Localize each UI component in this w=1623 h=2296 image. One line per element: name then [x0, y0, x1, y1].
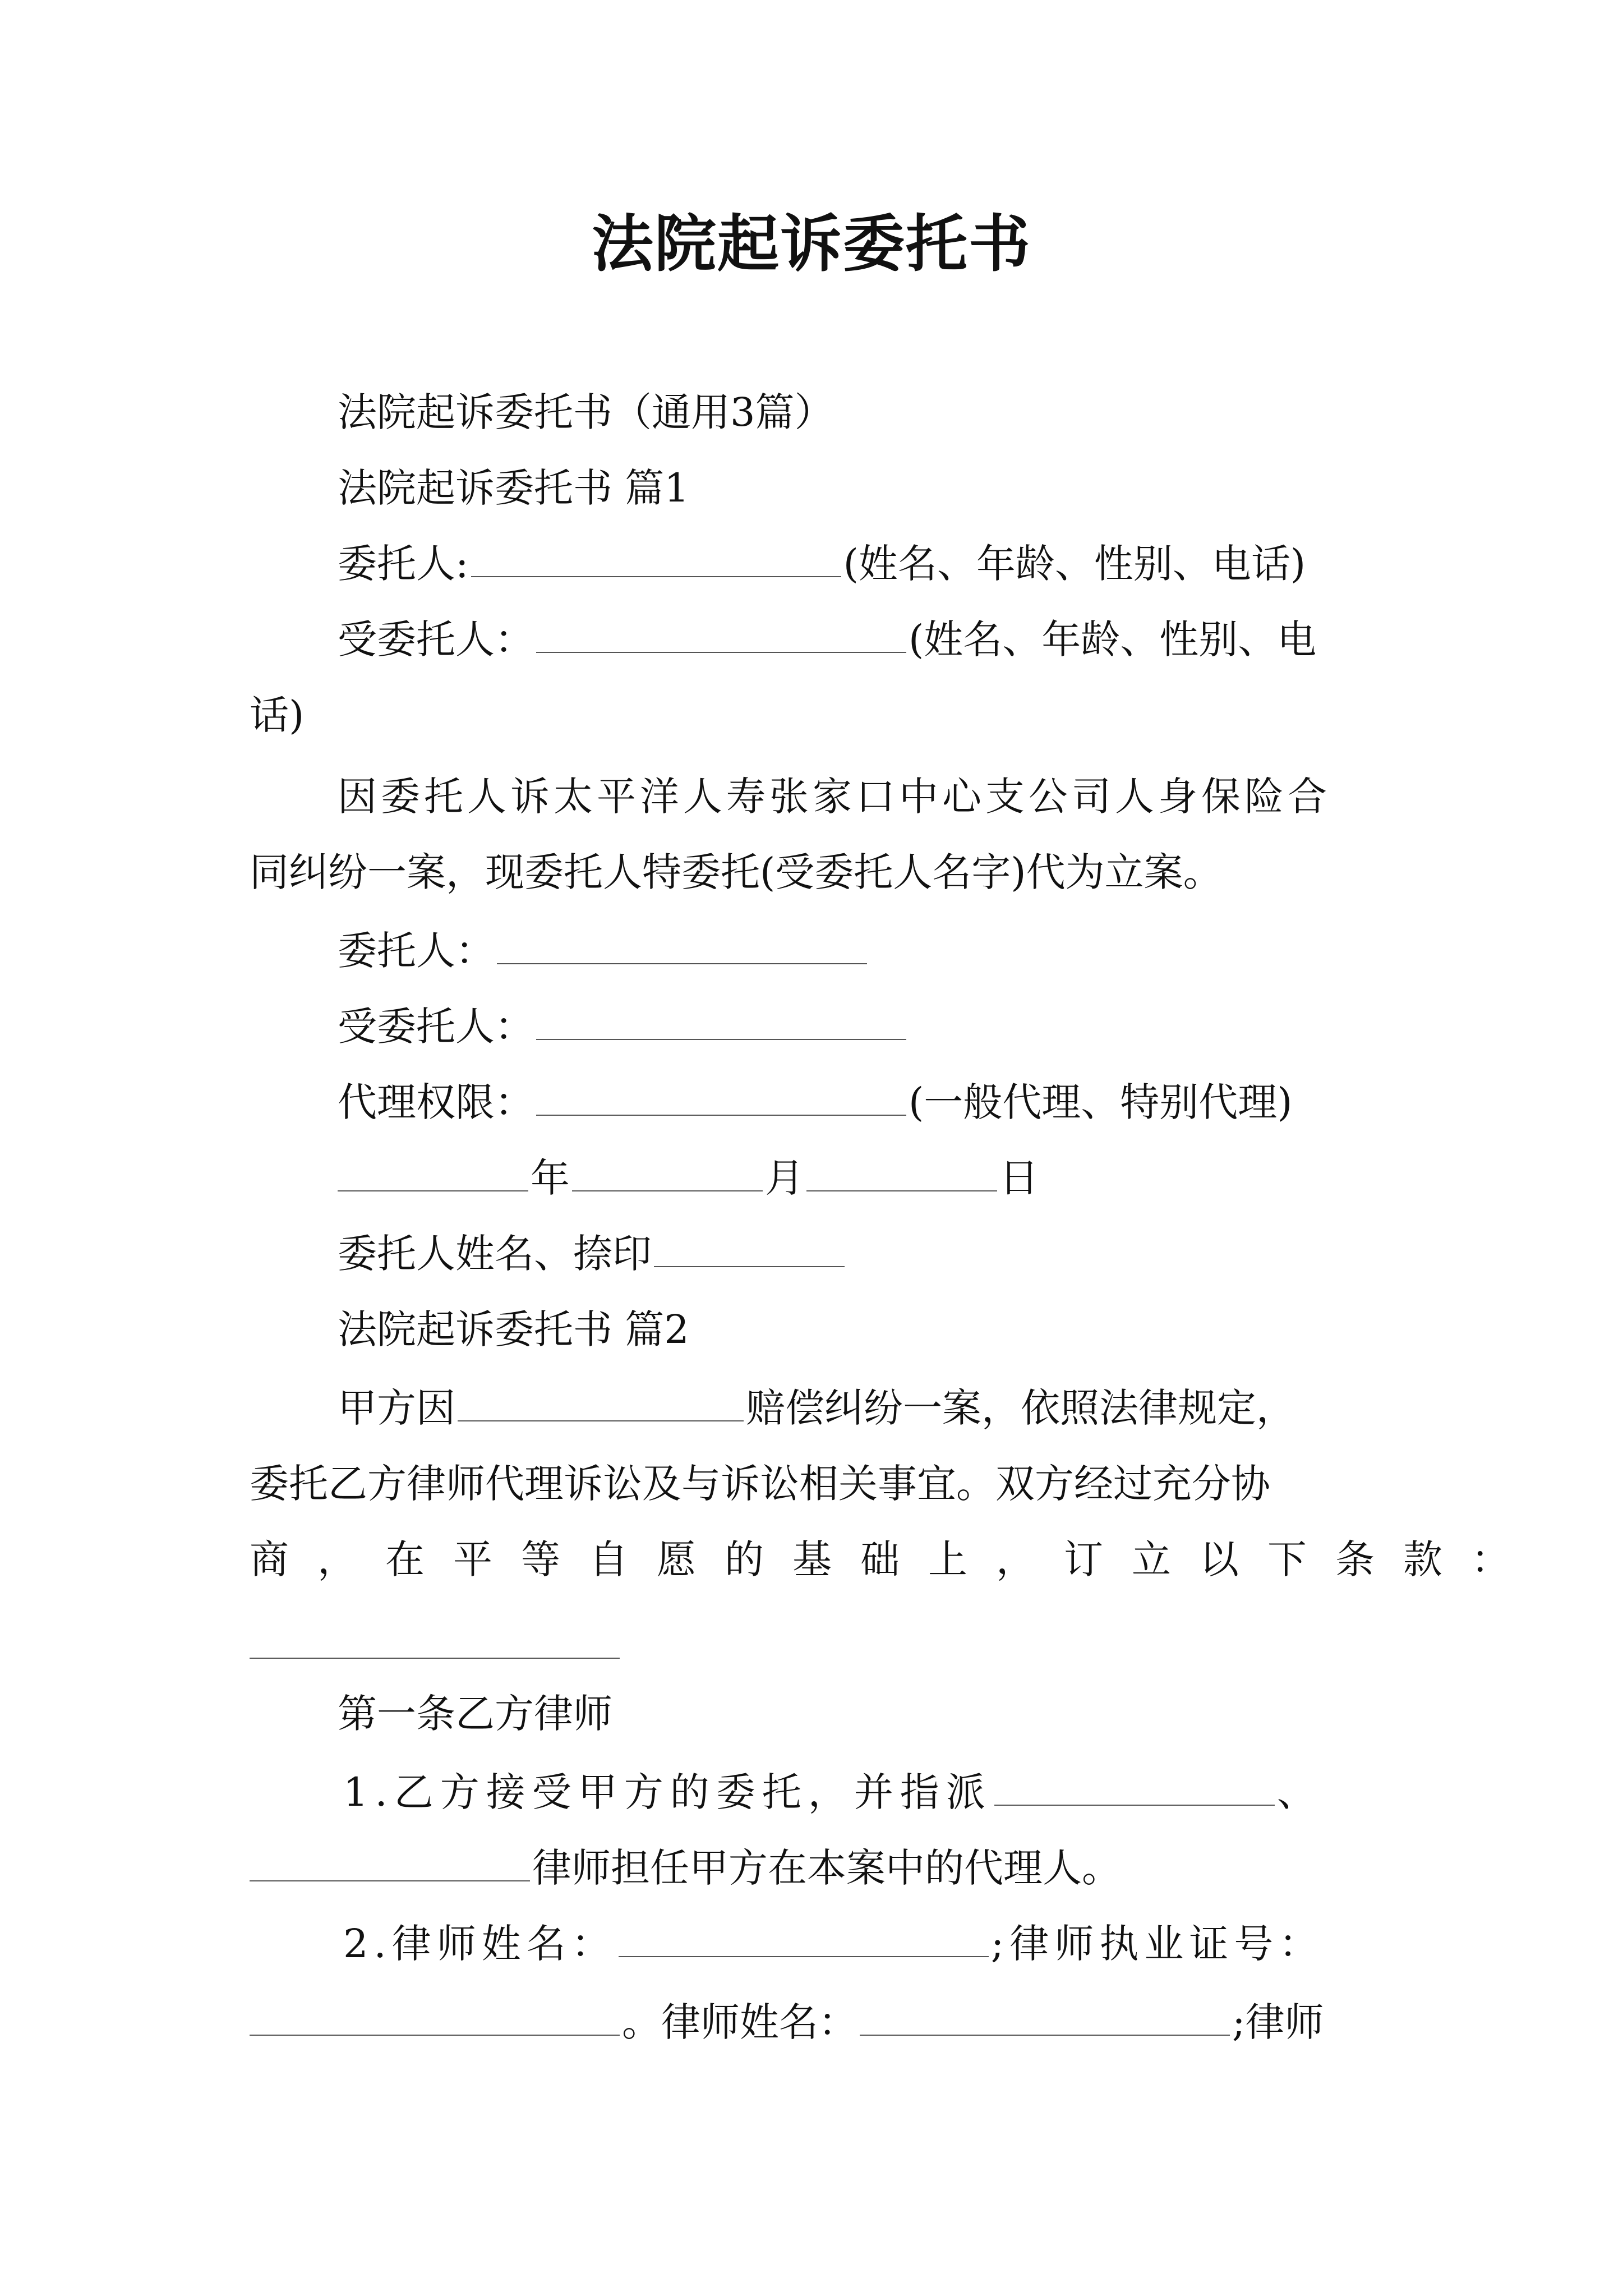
seal-label: 委托人姓名、捺印 [338, 1231, 652, 1277]
agent-blank[interactable] [536, 617, 906, 653]
client-signature-label: 委托人： [338, 928, 495, 974]
license-1-blank[interactable] [250, 2000, 620, 2036]
client-signature-blank[interactable] [497, 928, 867, 964]
lawyer-name-2-blank[interactable] [860, 2000, 1230, 2036]
client-label: 委托人: [338, 541, 469, 587]
agent-note: (姓名、年龄、性别、电 [909, 616, 1317, 662]
authority-note: (一般代理、特别代理) [909, 1079, 1293, 1125]
dispute-blank[interactable] [458, 1386, 744, 1421]
seal-line [338, 1226, 847, 1282]
item-1-end: 律师担任甲方在本案中的代理人。 [532, 1845, 1121, 1891]
p1-start: 甲方因 [338, 1385, 455, 1431]
article-1-heading: 第一条乙方律师 [338, 1691, 612, 1737]
item-1-separator: 、 [1276, 1769, 1323, 1815]
seal-blank[interactable] [654, 1231, 845, 1267]
agent-line [338, 611, 1316, 668]
p1-line-2: 委托乙方律师代理诉讼及与诉讼相关事宜。双方经过充分协 [250, 1461, 1270, 1507]
authority-label: 代理权限： [338, 1079, 534, 1125]
section-heading-1: 法院起诉委托书 篇1 [338, 465, 689, 511]
item-2-line-1 [343, 1916, 1324, 1972]
lawyer-1-blank[interactable] [994, 1770, 1275, 1806]
item-2-line-2 [250, 1994, 1324, 2050]
year-blank[interactable] [338, 1156, 528, 1191]
agent-note-continued: 话) [250, 692, 305, 738]
item-1-line-1 [343, 1764, 1323, 1820]
item-2-mid: ;律师执业证号： [990, 1921, 1324, 1967]
item-2-start: 2.律师姓名： [343, 1921, 616, 1967]
month-label: 月 [765, 1155, 804, 1201]
lawyer-2-blank[interactable] [250, 1846, 530, 1881]
authority-line [338, 1074, 1293, 1130]
month-blank[interactable] [572, 1156, 763, 1191]
day-label: 日 [999, 1155, 1039, 1201]
agent-label: 受委托人： [338, 616, 534, 662]
item-1-start: 1.乙方接受甲方的委托，并指派 [343, 1769, 992, 1815]
subtitle: 法院起诉委托书（通用3篇） [338, 389, 834, 435]
agent-signature-blank[interactable] [536, 1004, 906, 1040]
agent-signature-line [338, 999, 909, 1055]
client-line [338, 536, 1306, 592]
day-blank[interactable] [806, 1156, 997, 1191]
date-line [338, 1150, 1039, 1206]
client-blank[interactable] [471, 541, 841, 577]
item-2-lawyer-label: 。律师姓名： [622, 1999, 857, 2045]
p1-line-1 [338, 1380, 1295, 1436]
p1-end: 赔偿纠纷一案，依照法律规定， [746, 1385, 1295, 1431]
agent-signature-label: 受委托人： [338, 1004, 534, 1050]
page-title: 法院起诉委托书 [592, 208, 1031, 280]
year-label: 年 [531, 1155, 570, 1201]
client-signature-line [338, 923, 869, 979]
section-heading-2: 法院起诉委托书 篇2 [338, 1306, 689, 1352]
body-line-1: 因委托人诉太平洋人寿张家口中心支公司人身保险合 [338, 774, 1331, 820]
terms-blank[interactable] [250, 1658, 620, 1659]
lawyer-name-1-blank[interactable] [619, 1921, 989, 1957]
body-line-2: 同纠纷一案，现委托人特委托(受委托人名字)代为立案。 [250, 849, 1223, 895]
authority-blank[interactable] [536, 1080, 906, 1116]
item-2-tail: ;律师 [1232, 1999, 1324, 2045]
client-note: (姓名、年龄、性别、电话) [843, 541, 1306, 587]
item-1-line-2 [250, 1840, 1121, 1896]
p1-line-3: 商，在平等自愿的基础上，订立以下条款： [250, 1536, 1539, 1582]
